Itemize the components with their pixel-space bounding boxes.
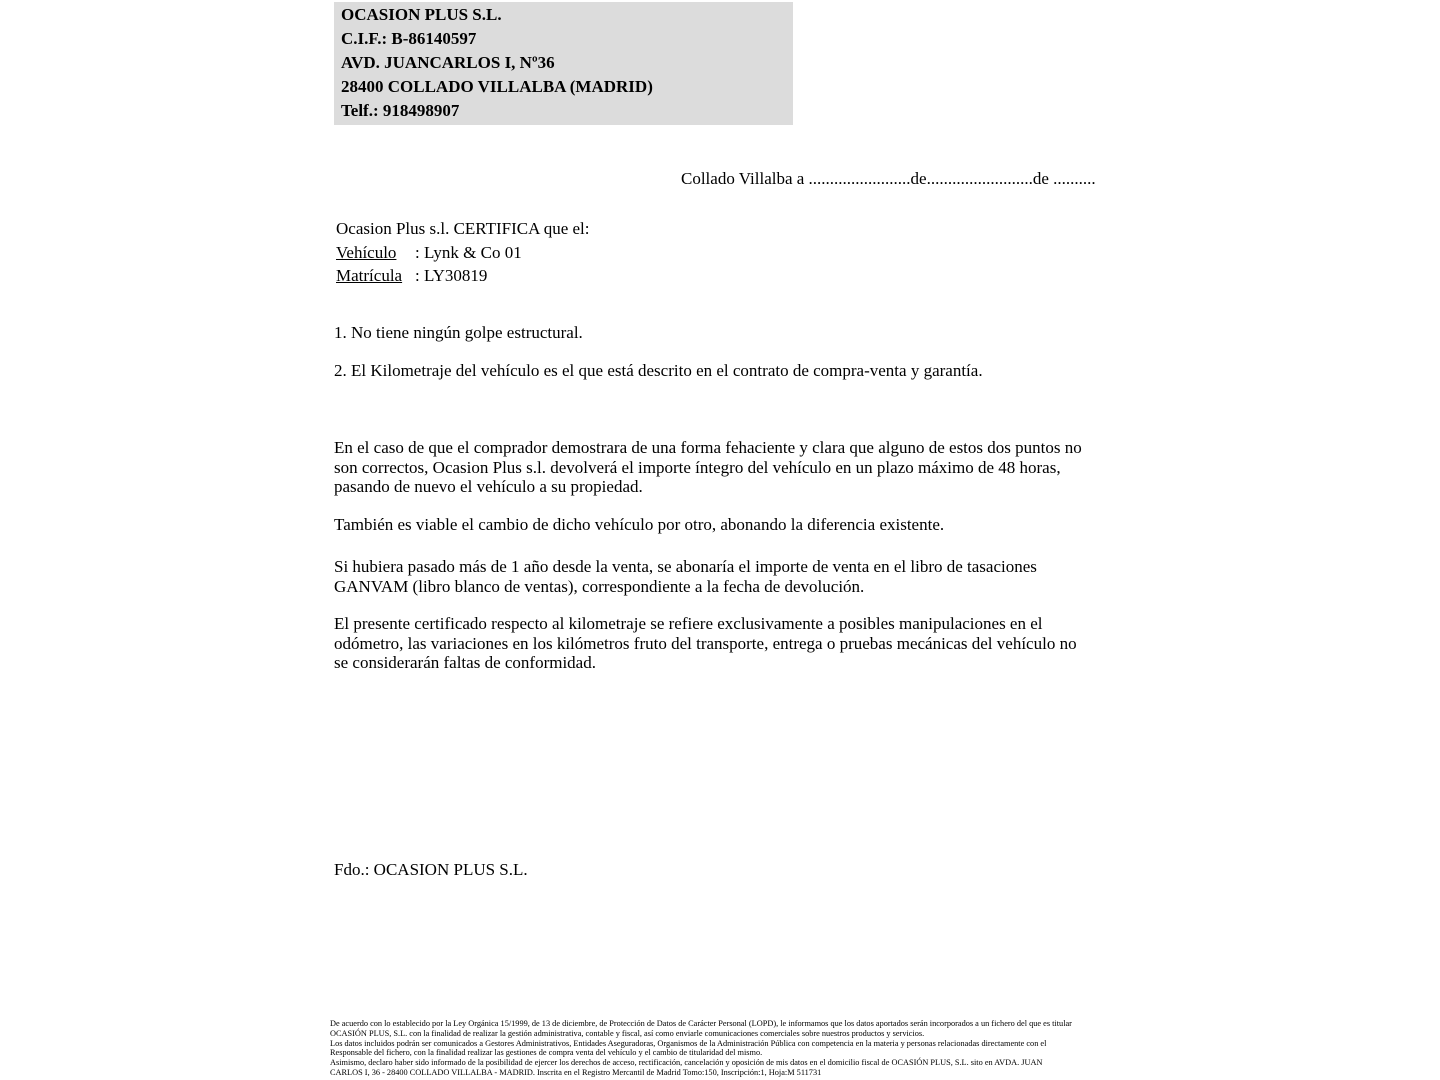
paragraph-line: También es viable el cambio de dicho vehículo por otro, abonando la diferencia existente. — [334, 515, 945, 534]
paragraph-line: pasando de nuevo el vehículo a su propiedad. — [334, 477, 643, 496]
plate-field-label-text: Matrícula — [336, 266, 403, 285]
certification-block — [336, 217, 590, 288]
legal-footer — [330, 1019, 1072, 1078]
company-cif: C.I.F.: B-86140597 — [341, 29, 477, 48]
paragraph-line: En el caso de que el comprador demostrara de una forma fehaciente y clara que alguno de estos dos puntos no — [334, 438, 1082, 457]
refund-clause-paragraph — [334, 438, 1082, 497]
legal-footer-line: Responsable del fichero, con la finalidad realizar las gestiones de compra venta del vehículo y el cambio de titularidad del mismo. — [330, 1048, 763, 1058]
vehicle-field-row — [336, 241, 590, 265]
certified-point-1: 1. No tiene ningún golpe estructural. — [334, 323, 583, 342]
plate-field-row — [336, 264, 590, 288]
company-address: AVD. JUANCARLOS I, Nº36 — [341, 53, 555, 72]
paragraph-line: El presente certificado respecto al kilometraje se refiere exclusivamente a posibles manipulaciones en el — [334, 614, 1043, 633]
company-phone: Telf.: 918498907 — [341, 101, 460, 120]
legal-footer-line: De acuerdo con lo establecido por la Ley Orgánica 15/1999, de 13 de diciembre, de Protección de Datos de Carácter Personal (LOPD), le informamos que los datos aportados serán incorporados a un fichero del que es titular — [330, 1019, 1072, 1028]
vehicle-field-value: : Lynk & Co 01 — [415, 242, 522, 262]
company-postal-city: 28400 COLLADO VILLALBA (MADRID) — [341, 77, 653, 96]
ganvam-clause-paragraph — [334, 557, 1037, 596]
vehicle-field-label — [336, 241, 415, 265]
certification-intro: Ocasion Plus s.l. CERTIFICA que el: — [336, 219, 590, 238]
paragraph-line: odómetro, las variaciones en los kilómetros fruto del transporte, entrega o pruebas mecánicas del vehículo no — [334, 633, 1077, 653]
company-name: OCASION PLUS S.L. — [341, 5, 502, 24]
company-letterhead-box — [334, 2, 793, 125]
odometer-clause-paragraph — [334, 614, 1077, 673]
plate-field-label — [336, 264, 415, 288]
legal-footer-line: CARLOS I, 36 - 28400 COLLADO VILLALBA - MADRID. Inscrita en el Registro Mercantil de Madrid Tomo:150, Inscripción:1, Hoja:M 511731 — [330, 1067, 822, 1077]
legal-footer-line: Asimismo, declaro haber sido informado de la posibilidad de ejercer los derechos de acceso, rectificación, cancelación y oposición de mis datos en el domicilio fiscal de OCASIÓN PLUS, S.L. sito en AVDA. JUAN — [330, 1058, 1043, 1068]
certified-point-2: 2. El Kilometraje del vehículo es el que está descrito en el contrato de compra-venta y garantía. — [334, 361, 983, 380]
plate-field-value: : LY30819 — [415, 266, 488, 285]
legal-footer-line: Los datos incluidos podrán ser comunicados a Gestores Administrativos, Entidades Aseguradoras, Organismos de la Administración Pública con competencia en la materia y personas relacionadas directamente con el — [330, 1038, 1047, 1048]
legal-footer-line: OCASIÓN PLUS, S.L. con la finalidad de realizar la gestión administrativa, contable y fiscal, así como enviarle comunicaciones comerciales sobre nuestros productos y servicios. — [330, 1028, 925, 1038]
exchange-clause-paragraph — [334, 515, 944, 535]
paragraph-line: Si hubiera pasado más de 1 año desde la venta, se abonaría el importe de venta en el libro de tasaciones — [334, 557, 1037, 576]
date-fill-in-line: Collado Villalba a ........................de.........................de .......... — [681, 169, 1096, 188]
paragraph-line: GANVAM (libro blanco de ventas), correspondiente a la fecha de devolución. — [334, 576, 865, 596]
paragraph-line: son correctos, Ocasion Plus s.l. devolverá el importe íntegro del vehículo en un plazo máximo de 48 horas, — [334, 457, 1061, 477]
signature-line: Fdo.: OCASION PLUS S.L. — [334, 860, 528, 879]
paragraph-line: se considerarán faltas de conformidad. — [334, 653, 596, 672]
vehicle-field-label-text: Vehículo — [336, 242, 397, 262]
